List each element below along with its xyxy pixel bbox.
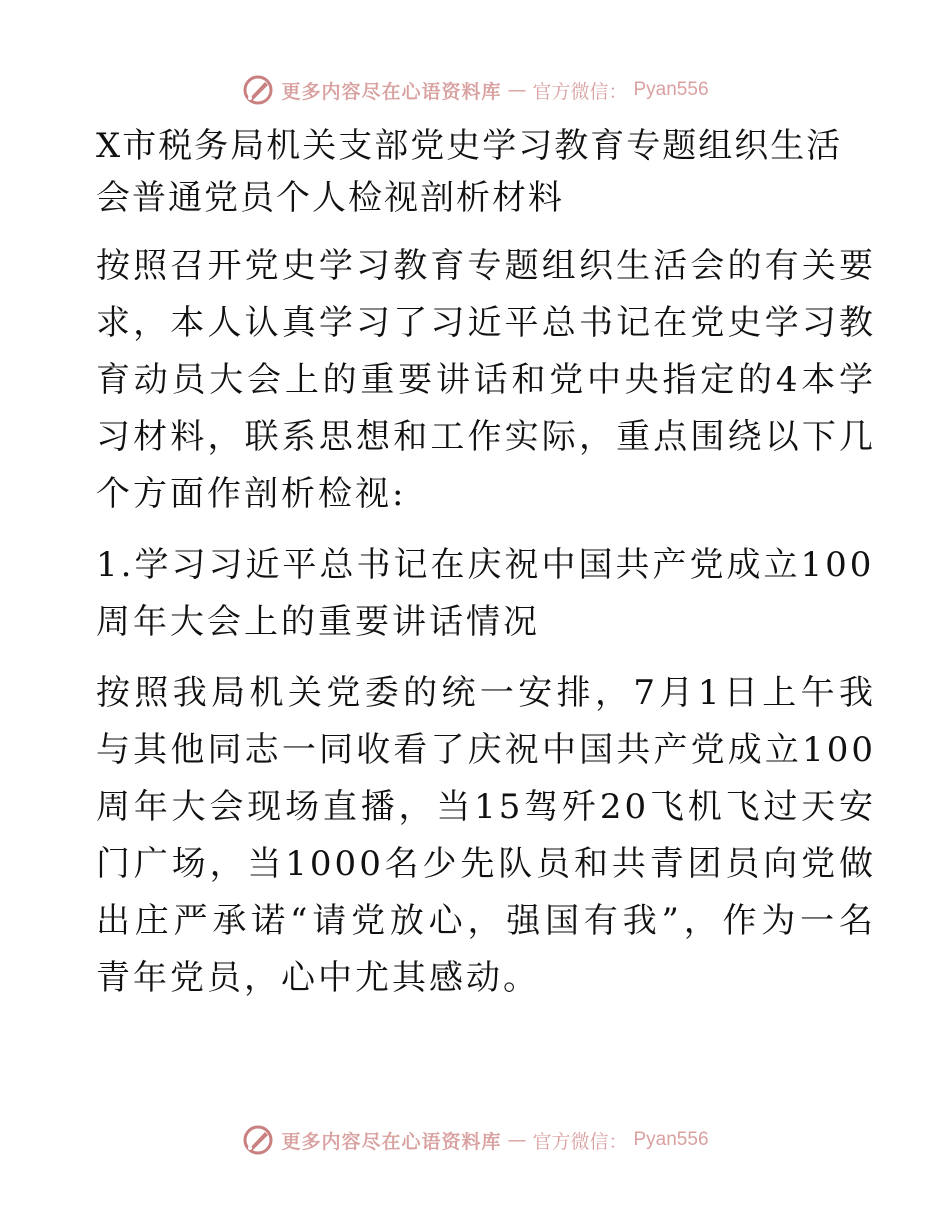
watermark-wechat-id: Pyan556 bbox=[633, 1129, 709, 1150]
watermark-footer bbox=[0, 1120, 950, 1160]
quill-seal-icon bbox=[241, 1123, 275, 1157]
watermark-dash: — bbox=[507, 79, 527, 101]
paragraph-intro: 按照召开党史学习教育专题组织生活会的有关要求，本人认真学习了习近平总书记在党史学习教育动员大会上的重要讲话和党中央指定的4本学习材料，联系思想和工作实际，重点围绕以下几个方面作剖析检视: bbox=[96, 246, 876, 514]
document-title: X市税务局机关支部党史学习教育专题组织生活会普通党员个人检视剖析材料 bbox=[96, 126, 843, 218]
watermark-brand-text: 更多内容尽在心语资料库 bbox=[281, 80, 502, 103]
watermark-header bbox=[0, 70, 950, 110]
document-body bbox=[96, 120, 876, 1021]
watermark-wechat-id: Pyan556 bbox=[633, 79, 709, 100]
quill-seal-icon bbox=[241, 73, 275, 107]
section-heading-1: 1.学习习近平总书记在庆祝中国共产党成立100周年大会上的重要讲话情况 bbox=[96, 545, 875, 642]
watermark-dash: — bbox=[507, 1129, 527, 1151]
watermark-wechat-label: 官方微信： bbox=[532, 1130, 628, 1153]
paragraph-section-1: 按照我局机关党委的统一安排，7月1日上午我与其他同志一同收看了庆祝中国共产党成立100周年大会现场直播，当15驾歼20飞机飞过天安门广场，当1000名少先队员和共青团员向党做出庄严承诺“请党放心，强国有我”，作为一名青年党员，心中尤其感动。 bbox=[96, 673, 876, 998]
watermark-brand-text: 更多内容尽在心语资料库 bbox=[281, 1130, 502, 1153]
watermark-wechat-label: 官方微信： bbox=[532, 80, 628, 103]
